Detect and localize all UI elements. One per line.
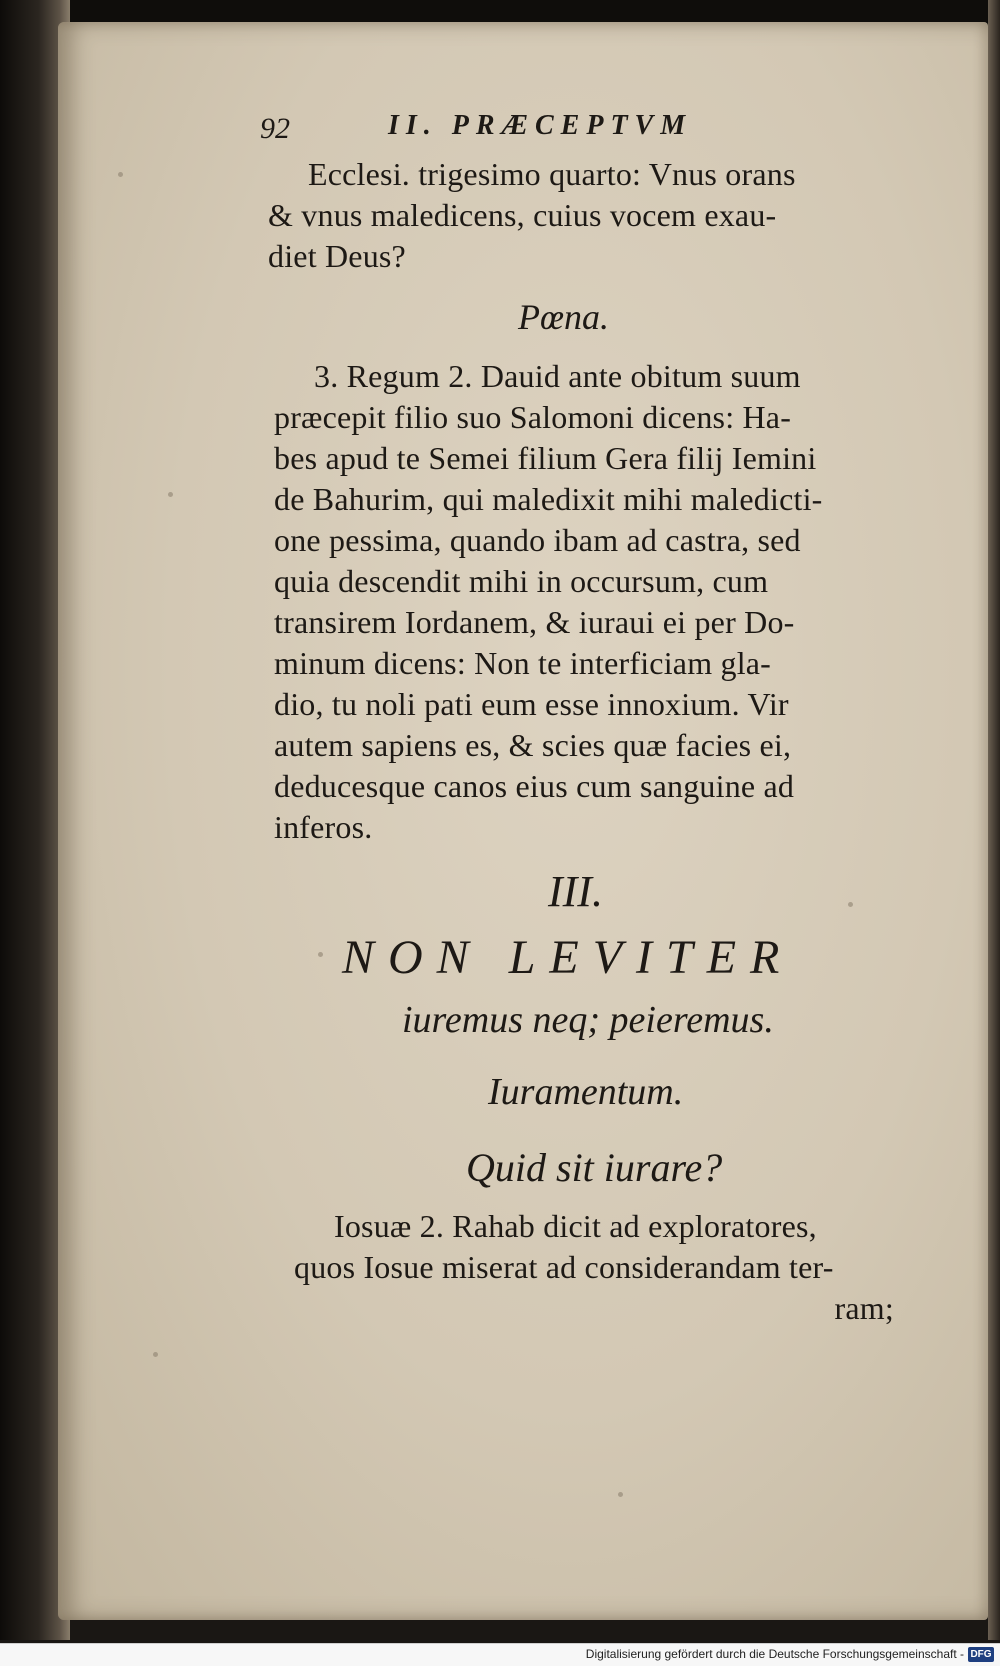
text-line: 3. Regum 2. Dauid ante obitum suum	[314, 358, 801, 394]
text-line: autem sapiens es, & scies quæ facies ei,	[274, 727, 792, 763]
running-head: II. PRÆCEPTVM	[388, 110, 693, 141]
footer-credit: Digitalisierung gefördert durch die Deutsche Forschungsgemeinschaft -	[585, 1647, 964, 1661]
text-line: quos Iosue miserat ad considerandam ter-	[294, 1249, 834, 1285]
paper-speck	[318, 952, 323, 957]
text-line: & vnus maledicens, cuius vocem exau-	[268, 197, 777, 233]
book-edge-right	[988, 0, 1000, 1640]
text-line: transirem Iordanem, & iuraui ei per Do-	[274, 604, 795, 640]
text-line: quia descendit mihi in occursum, cum	[274, 563, 769, 599]
juramentum-heading: Iuramentum.	[488, 1071, 684, 1113]
text-line: one pessima, quando ibam ad castra, sed	[274, 522, 801, 558]
paper-speck	[848, 902, 853, 907]
poena-heading: Pœna.	[518, 297, 610, 337]
dfg-logo: DFG	[968, 1647, 994, 1662]
text-line: ram;	[834, 1290, 894, 1326]
text-line: minum dicens: Non te interficiam gla-	[274, 645, 772, 681]
paper-speck	[618, 1492, 623, 1497]
section-subtitle: iuremus neq; peieremus.	[402, 999, 774, 1041]
text-line: dio, tu noli pati eum esse innoxium. Vir	[274, 686, 789, 722]
text-line: Iosuæ 2. Rahab dicit ad exploratores,	[334, 1208, 817, 1244]
digitization-footer	[0, 1643, 1000, 1666]
text-line: præcepit filio suo Salomoni dicens: Ha-	[274, 399, 792, 435]
closing-paragraph	[294, 1206, 894, 1329]
question-heading: Quid sit iurare?	[466, 1145, 723, 1190]
paper-speck	[153, 1352, 158, 1357]
text-line: diet Deus?	[268, 238, 406, 274]
text-line: de Bahurim, qui maledixit mihi maledicti-	[274, 481, 823, 517]
intro-paragraph	[268, 154, 908, 277]
text-line: Ecclesi. trigesimo quarto: Vnus orans	[308, 156, 796, 192]
paper-speck	[118, 172, 123, 177]
text-line: deducesque canos eius cum sanguine ad	[274, 768, 795, 804]
section-title: NON LEVITER	[342, 931, 794, 984]
text-line: bes apud te Semei filium Gera filij Iemini	[274, 440, 817, 476]
poena-paragraph	[274, 356, 823, 848]
page-header	[260, 108, 828, 152]
paper-speck	[168, 492, 173, 497]
section-number: III.	[548, 867, 603, 916]
text-line: inferos.	[274, 809, 373, 845]
page-number: 92	[260, 112, 290, 145]
